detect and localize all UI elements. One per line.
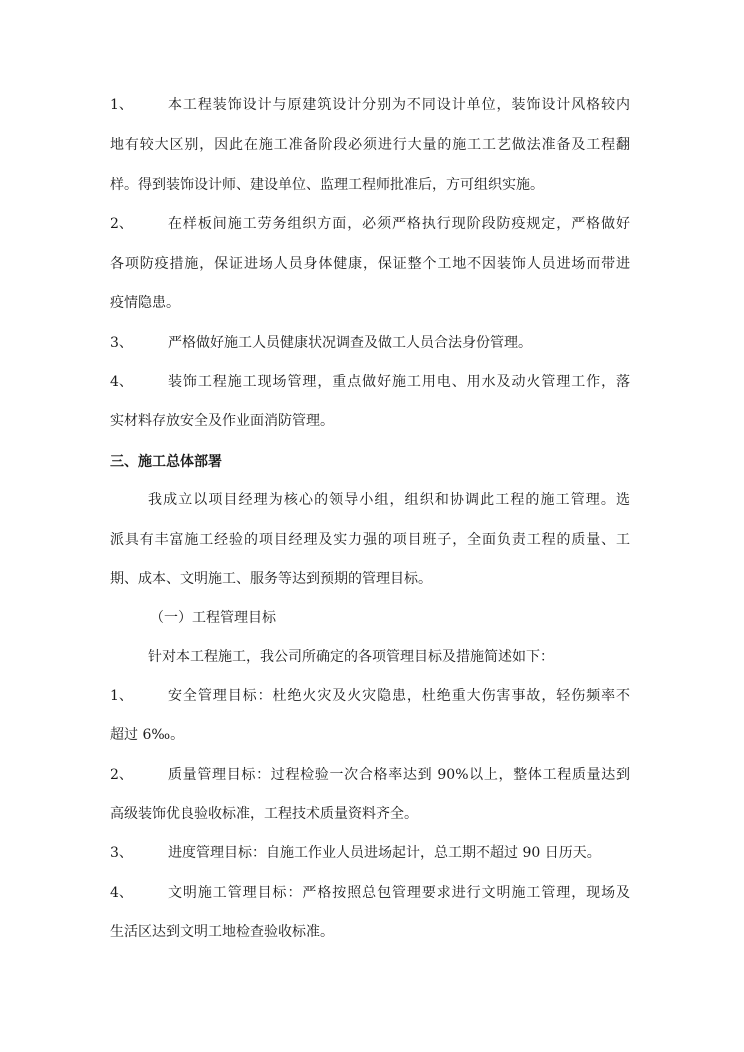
intro-line-1: 我成立以项目经理为核心的领导小组，组织和协调此工程的施工管理。选 (148, 492, 630, 508)
item-1-line-3: 样。得到装饰设计师、建设单位、监理工程师批准后，方可组织实施。 (110, 177, 544, 193)
target-1-line-1: 安全管理目标：杜绝火灾及火灾隐患，杜绝重大伤害事故，轻伤频率不 (168, 688, 630, 704)
subheading: （一）工程管理目标 (150, 610, 276, 626)
target-3-line-1: 进度管理目标：自施工作业人员进场起计，总工期不超过 90 日历天。 (168, 845, 601, 861)
target-1-number: 1、 (110, 688, 133, 704)
item-2-line-1: 在样板间施工劳务组织方面，必须严格执行现阶段防疫规定，严格做好 (168, 216, 630, 232)
item-1-number: 1、 (110, 97, 133, 113)
item-4-line-1: 装饰工程施工现场管理，重点做好施工用电、用水及动火管理工作，落 (168, 374, 630, 390)
target-4-line-1: 文明施工管理目标：严格按照总包管理要求进行文明施工管理，现场及 (168, 885, 630, 901)
item-1-line-1: 本工程装饰设计与原建筑设计分别为不同设计单位，装饰设计风格较内 (168, 97, 630, 113)
item-2-line-3: 疫情隐患。 (110, 295, 180, 311)
item-2-number: 2、 (110, 216, 133, 232)
target-4-number: 4、 (110, 885, 133, 901)
target-1-line-2: 超过 6‰。 (110, 727, 185, 743)
target-2-line-2: 高级装饰优良验收标准，工程技术质量资料齐全。 (110, 806, 418, 822)
item-2-line-2: 各项防疫措施，保证进场人员身体健康，保证整个工地不因装饰人员进场而带进 (110, 256, 630, 272)
target-3-number: 3、 (110, 845, 133, 861)
item-4-line-2: 实材料存放安全及作业面消防管理。 (110, 413, 334, 429)
target-2-number: 2、 (110, 767, 133, 783)
intro-line-3: 期、成本、文明施工、服务等达到预期的管理目标。 (110, 571, 432, 587)
section-heading: 三、施工总体部署 (110, 454, 222, 470)
item-3-number: 3、 (110, 335, 133, 351)
lead-sentence: 针对本工程施工，我公司所确定的各项管理目标及措施简述如下： (148, 649, 554, 665)
target-2-line-1: 质量管理目标：过程检验一次合格率达到 90%以上，整体工程质量达到 (168, 767, 630, 783)
item-4-number: 4、 (110, 374, 133, 390)
intro-line-2: 派具有丰富施工经验的项目经理及实力强的项目班子，全面负责工程的质量、工 (110, 532, 630, 548)
target-4-line-2: 生活区达到文明工地检查验收标准。 (110, 924, 334, 940)
item-3-line-1: 严格做好施工人员健康状况调查及做工人员合法身份管理。 (168, 335, 532, 351)
item-1-line-2: 地有较大区别，因此在施工准备阶段必须进行大量的施工工艺做法准备及工程翻 (110, 137, 630, 153)
